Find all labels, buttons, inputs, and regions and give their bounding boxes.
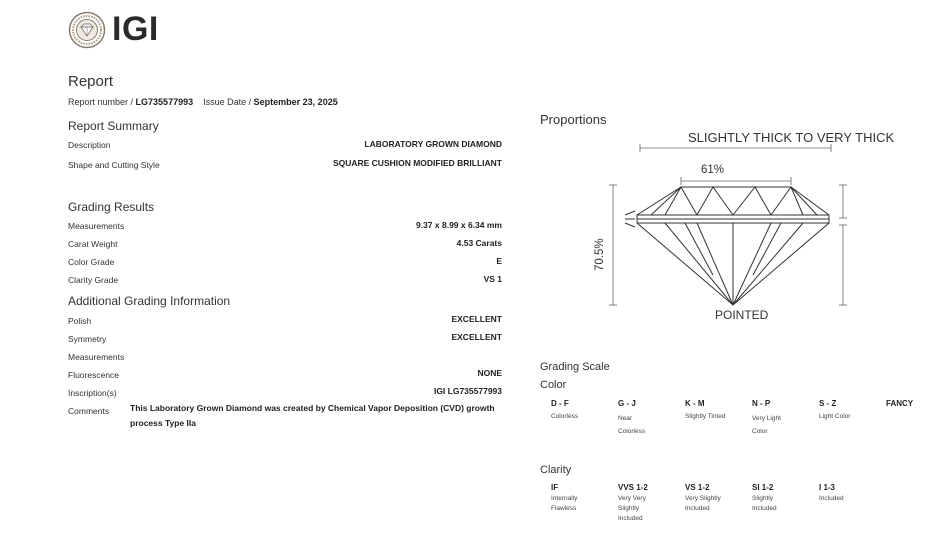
color-grade-km: K - M (685, 399, 705, 408)
report-title: Report (68, 73, 114, 90)
polish-value: EXCELLENT (451, 314, 502, 324)
inscription-label: Inscription(s) (68, 388, 117, 398)
color-desc-gj (618, 412, 678, 438)
grading-results-title: Grading Results (68, 200, 155, 214)
color-grade-gj: G - J (618, 399, 636, 408)
color-desc-np (752, 412, 812, 438)
desc-line: Slightly (618, 505, 639, 512)
grading-scale-title: Grading Scale (540, 361, 610, 373)
clarity-grade-si: SI 1-2 (752, 483, 774, 492)
clarity-grade-i: I 1-3 (819, 483, 836, 492)
desc-line: Light Color (819, 413, 851, 420)
color-grade-df: D - F (551, 399, 569, 408)
diamond-profile (625, 187, 829, 305)
report-number-label: Report number / (68, 97, 134, 107)
clarity-grade-value: VS 1 (483, 274, 502, 284)
measurements-label: Measurements (68, 221, 125, 231)
report-summary-title: Report Summary (68, 119, 159, 133)
fluorescence-label: Fluorescence (68, 370, 120, 380)
desc-line: Very Light (752, 415, 781, 422)
igi-logo (68, 10, 159, 49)
description-label: Description (68, 140, 111, 150)
desc-line: Included (752, 505, 777, 512)
desc-line: Slightly (752, 495, 773, 502)
carat-label: Carat Weight (68, 239, 118, 249)
polish-label: Polish (68, 316, 92, 326)
carat-value: 4.53 Carats (456, 238, 502, 248)
inscription-value: IGI LG735577993 (433, 386, 502, 396)
desc-line: Very Very (618, 495, 646, 502)
culet-text: POINTED (715, 308, 769, 322)
color-desc-sz (819, 412, 879, 422)
desc-line: Flawless (551, 505, 577, 512)
comments-line-2: process Type IIa (130, 418, 196, 428)
color-grade-fancy: FANCY (886, 399, 914, 408)
depth-percent: 70.5% (594, 238, 606, 271)
girdle-text: SLIGHTLY THICK TO VERY THICK (688, 130, 895, 145)
shape-value: SQUARE CUSHION MODIFIED BRILLIANT (332, 158, 502, 168)
clarity-grade-label: Clarity Grade (68, 275, 119, 285)
issue-date-value: September 23, 2025 (253, 97, 338, 107)
comments-label: Comments (68, 406, 110, 416)
desc-line: Included (685, 505, 710, 512)
comments-value (130, 401, 510, 431)
color-grade-label: Color Grade (68, 257, 115, 267)
color-grade-value: E (496, 256, 502, 266)
proportions-title: Proportions (540, 112, 607, 127)
shape-label: Shape and Cutting Style (68, 160, 160, 170)
comments-line-1: This Laboratory Grown Diamond was created by Chemical Vapor Deposition (CVD) growth (130, 403, 495, 413)
proportions-diagram (585, 125, 905, 325)
desc-line: Internally (551, 495, 578, 502)
clarity-scale-title: Clarity (540, 464, 572, 476)
fluorescence-value: NONE (477, 368, 502, 378)
desc-line: Color (752, 428, 768, 435)
additional-measurements-label: Measurements (68, 352, 125, 362)
measurements-value: 9.37 x 8.99 x 6.34 mm (415, 220, 502, 230)
clarity-grade-vs: VS 1-2 (685, 483, 710, 492)
color-desc-df (551, 412, 611, 422)
clarity-desc-if (551, 494, 611, 514)
desc-line: Very Slightly (685, 495, 721, 502)
igi-seal-icon (68, 11, 106, 49)
clarity-desc-vvs (618, 494, 678, 524)
issue-date-label: Issue Date / (203, 97, 252, 107)
desc-line: Slightly Tinted (685, 413, 726, 420)
clarity-grade-if: IF (551, 483, 559, 492)
desc-line: Colorless (618, 428, 646, 435)
logo-text: IGI (112, 10, 159, 48)
clarity-desc-vs (685, 494, 745, 514)
description-value: LABORATORY GROWN DIAMOND (364, 139, 502, 149)
report-number-value: LG735577993 (135, 97, 194, 107)
symmetry-value: EXCELLENT (451, 332, 502, 342)
clarity-desc-si (752, 494, 812, 514)
desc-line: Colorless (551, 413, 579, 420)
color-desc-km (685, 412, 745, 422)
color-grade-np: N - P (752, 399, 771, 408)
report-number-line (68, 97, 338, 107)
clarity-desc-i (819, 494, 879, 504)
additional-info-title: Additional Grading Information (68, 294, 231, 308)
table-percent: 61% (701, 164, 725, 176)
desc-line: Included (819, 495, 844, 502)
color-scale-title: Color (540, 379, 567, 391)
desc-line: Near (618, 415, 633, 422)
symmetry-label: Symmetry (68, 334, 107, 344)
desc-line: Included (618, 515, 643, 522)
color-grade-sz: S - Z (819, 399, 837, 408)
clarity-grade-vvs: VVS 1-2 (618, 483, 648, 492)
